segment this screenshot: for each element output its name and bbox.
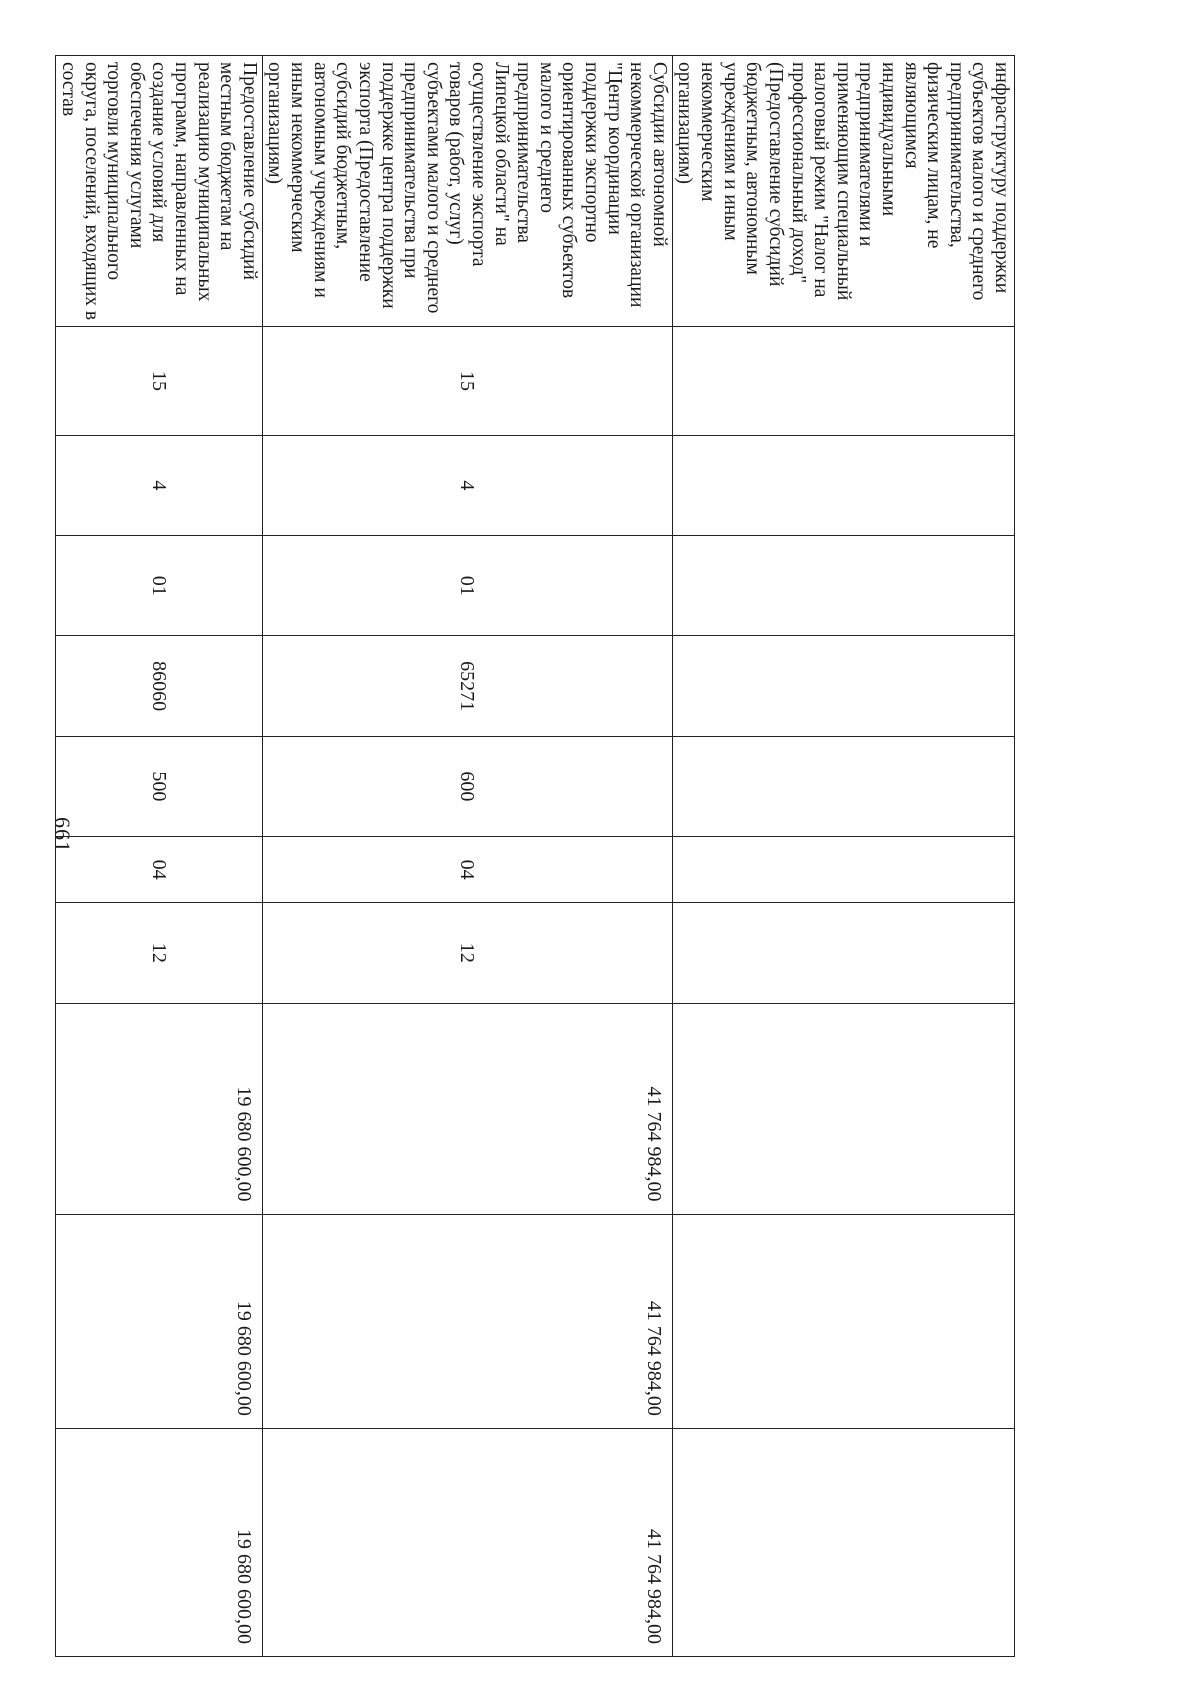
- cell-amount-3: 41 764 984,00: [262, 1428, 672, 1656]
- cell-code-2: [672, 435, 1014, 535]
- cell-amount-2: 41 764 984,00: [262, 1214, 672, 1428]
- cell-code-3: 01: [56, 536, 262, 636]
- cell-code-5: [672, 736, 1014, 836]
- cell-code-3: 01: [262, 536, 672, 636]
- cell-code-5: 600: [262, 736, 672, 836]
- cell-description: инфраструктуру поддержки субъектов малого и среднего предпринимательства, физическим лицам, не являющимся индивидуальными предпринимателями и применяющим специальный налоговый режим "Налог на профессиональный доход" (Предоставление субсидий бюджетным, автономным учреждениям и иным некоммерческим организациям): [672, 56, 1014, 327]
- cell-code-7: 12: [262, 903, 672, 1003]
- cell-amount-1: 19 680 600,00: [56, 1003, 262, 1214]
- cell-code-7: [672, 903, 1014, 1003]
- cell-amount-2: 19 680 600,00: [56, 1214, 262, 1428]
- cell-code-1: 15: [262, 327, 672, 435]
- cell-code-7: 12: [56, 903, 262, 1003]
- cell-code-5: 500: [56, 736, 262, 836]
- page-number: 661: [50, 817, 75, 853]
- cell-code-4: 65271: [262, 636, 672, 736]
- budget-table: [55, 55, 1015, 1657]
- cell-amount-3: [672, 1428, 1014, 1656]
- cell-amount-2: [672, 1214, 1014, 1428]
- cell-code-1: 15: [56, 327, 262, 435]
- cell-code-6: [672, 837, 1014, 903]
- cell-code-4: [672, 636, 1014, 736]
- cell-code-2: 4: [56, 435, 262, 535]
- cell-description: Предоставление субсидий местным бюджетам на реализацию муниципальных программ, направленных на создание условий для обеспечения услугами торговли муниципального округа, поселений, входящих в состав: [56, 56, 262, 327]
- table-row: [672, 56, 1014, 1657]
- cell-amount-1: 41 764 984,00: [262, 1003, 672, 1214]
- cell-amount-3: 19 680 600,00: [56, 1428, 262, 1656]
- cell-code-2: 4: [262, 435, 672, 535]
- cell-amount-1: [672, 1003, 1014, 1214]
- table-row: [56, 56, 262, 1657]
- table-row: [262, 56, 672, 1657]
- cell-code-3: [672, 536, 1014, 636]
- cell-code-6: 04: [56, 837, 262, 903]
- cell-code-4: 86060: [56, 636, 262, 736]
- cell-code-6: 04: [262, 837, 672, 903]
- cell-code-1: [672, 327, 1014, 435]
- cell-description: Субсидии автономной некоммерческой организации "Центр координации поддержки экспортно ориентированных субъектов малого и среднего предпринимательства Липецкой области" на осуществление экспорта товаров (работ, услуг) субъектами малого и среднего предпринимательства при поддержке центра поддержки экспорта (Предоставление субсидий бюджетным, автономным учреждениям и иным некоммерческим организациям): [262, 56, 672, 327]
